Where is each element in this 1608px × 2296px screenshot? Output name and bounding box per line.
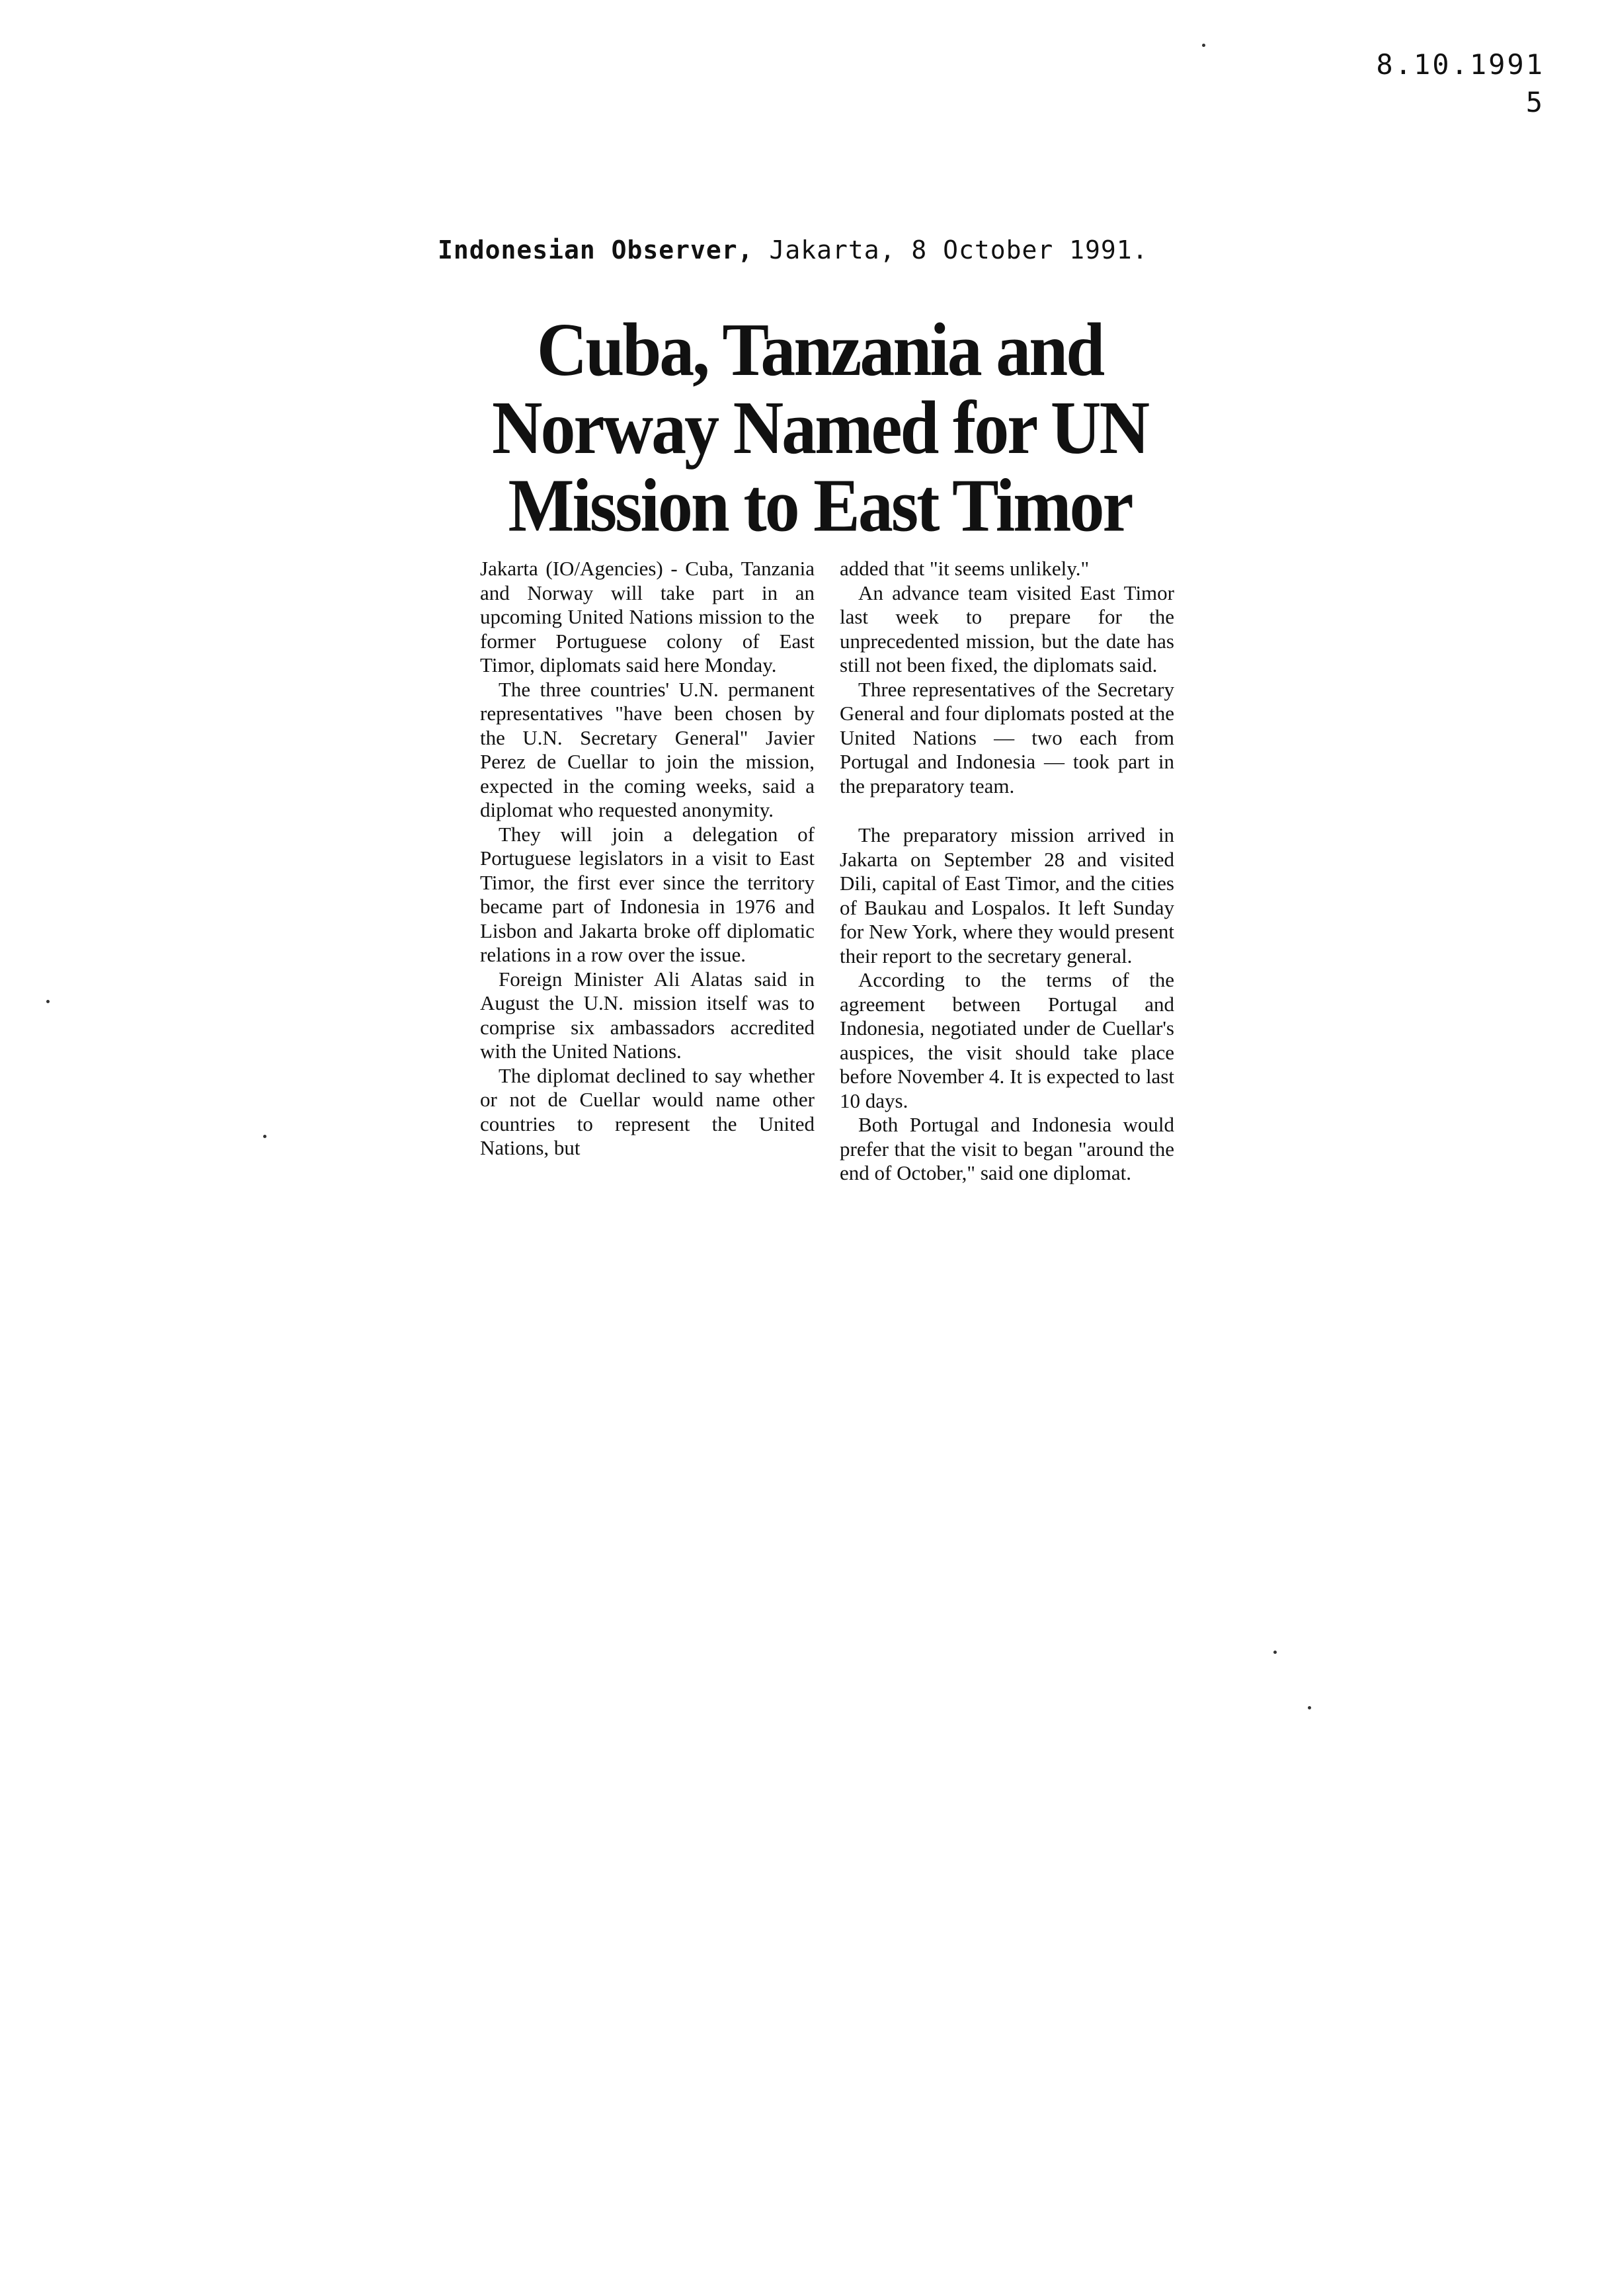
paragraph: Jakarta (IO/Agencies) - Cuba, Tanzania and Norway will take part in an upcoming United Nations mission to the former Portuguese colony of East Timor, diplomats said here Monday. — [480, 557, 815, 676]
paragraph: Three representatives of the Secretary General and four diplomats posted at the United Nations — two each from Portugal and Indonesia — took part in the preparatory team. — [840, 677, 1174, 798]
scan-speck — [263, 1135, 266, 1138]
publication-place-date: Jakarta, 8 October 1991. — [769, 235, 1148, 265]
archive-date: 8.10.1991 — [1376, 48, 1545, 81]
archive-stamp — [1376, 46, 1545, 121]
newspaper-clipping — [463, 308, 1177, 1375]
paragraph: Foreign Minister Ali Alatas said in August the U.N. mission itself was to comprise six ambassadors accredited with the United Nations. — [480, 967, 815, 1063]
paragraph: They will join a delegation of Portuguese legislators in a visit to East Timor, the first ever since the territory became part of Indonesia in 1976 and Lisbon and Jakarta broke off diplomatic relations in a row over the issue. — [480, 822, 815, 966]
paragraph: An advance team visited East Timor last week to prepare for the unprecedented mission, but the date has still not been fixed, the diplomats said. — [840, 581, 1174, 676]
right-column — [840, 557, 1174, 1186]
article-body — [480, 557, 1174, 1186]
scan-speck — [1202, 44, 1205, 47]
headline-line: Mission to East Timor — [508, 464, 1132, 548]
paragraph: According to the terms of the agreement between Portugal and Indonesia, negotiated under de Cuellar's auspices, the visit should take place before November 4. It is expected to last 10 days. — [840, 968, 1174, 1112]
scan-speck — [46, 1000, 50, 1003]
source-citation — [438, 235, 1148, 265]
paragraph: The diplomat declined to say whether or not de Cuellar would name other countries to represent the United Nations, but — [480, 1063, 815, 1159]
publication-name: Indonesian Observer, — [438, 235, 754, 265]
headline — [463, 308, 1177, 548]
left-column — [480, 557, 815, 1186]
headline-line: Cuba, Tanzania and — [536, 308, 1104, 392]
scan-speck — [1273, 1651, 1277, 1654]
paragraph: The three countries' U.N. permanent representatives "have been chosen by the U.N. Secretary General" Javier Perez de Cuellar to join the mission, expected in the coming weeks, said a diplomat who requested anonymity. — [480, 677, 815, 821]
paragraph: Both Portugal and Indonesia would prefer that the visit to began "around the end of October," said one diplomat. — [840, 1113, 1174, 1184]
scan-speck — [1308, 1706, 1311, 1709]
paragraph: The preparatory mission arrived in Jakarta on September 28 and visited Dili, capital of East Timor, and the cities of Baukau and Lospalos. It left Sunday for New York, where they would present their report to the secretary general. — [840, 823, 1174, 967]
archive-page-number: 5 — [1525, 85, 1545, 118]
paragraph: added that "it seems unlikely." — [840, 557, 1090, 580]
headline-line: Norway Named for UN — [491, 386, 1148, 470]
